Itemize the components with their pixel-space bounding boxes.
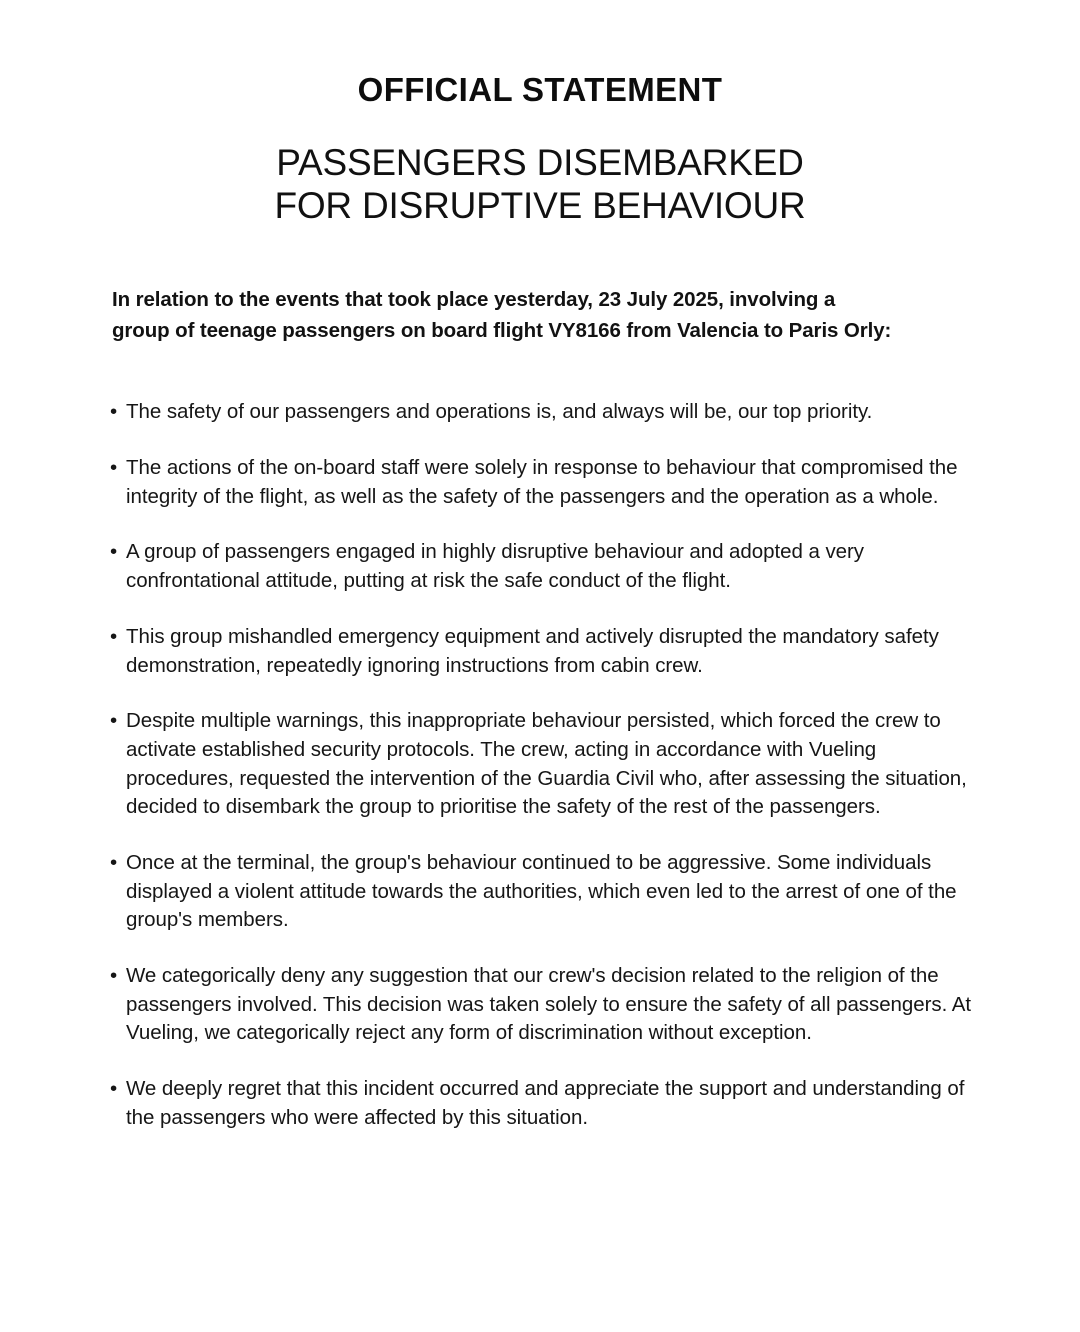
list-item-text: Once at the terminal, the group's behaviour continued to be aggressive. Some individuals displayed a violent attitude towards the authorities, which even led to the arrest of one of the group's members. [126,850,957,932]
bullet-point-icon: • [110,850,118,874]
document-subtitle [0,108,1080,228]
list-item [110,962,980,1048]
list-item [110,707,980,822]
bullet-point-icon: • [110,540,118,564]
list-item-text: A group of passengers engaged in highly disruptive behaviour and adopted a very confrontational attitude, putting at risk the safe conduct of the flight. [126,540,864,593]
intro-line-2: group of teenage passengers on board flight VY8166 from Valencia to Paris Orly: [112,319,892,343]
subtitle-line-1: PASSENGERS DISEMBARKED [276,142,804,184]
page-title: OFFICIAL STATEMENT [357,71,723,108]
list-item [110,398,980,427]
bullet-point-icon: • [110,964,118,988]
list-item [110,538,980,595]
list-item-text: We deeply regret that this incident occurred and appreciate the support and understanding of the passengers who were affected by this situation. [126,1077,965,1129]
bullet-point-icon: • [110,624,118,648]
list-item [110,849,980,935]
list-item-text: The safety of our passengers and operations is, and always will be, our top priority. [126,400,873,424]
bullet-point-icon: • [110,709,118,733]
intro-paragraph [0,228,1080,346]
list-item-text: The actions of the on-board staff were solely in response to behaviour that compromised the integrity of the flight, as well as the safety of the passengers and the operation as a whole. [126,456,958,508]
subtitle-line-2: FOR DISRUPTIVE BEHAVIOUR [274,185,806,227]
list-item [110,1075,980,1132]
list-item-text: We categorically deny any suggestion that our crew's decision related to the religion of the passengers involved. This decision was taken solely to ensure the safety of all passengers. At Vueling, we categorically reject any form of discrimination without exception. [126,964,972,1045]
bullet-point-icon: • [110,1077,118,1101]
list-item [110,454,980,511]
list-item [110,623,980,680]
list-item-text: This group mishandled emergency equipment and actively disrupted the mandatory safety demonstration, repeatedly ignoring instructions from cabin crew. [126,624,939,677]
document-header [0,0,1080,228]
statement-bullet-list [0,346,1080,1132]
bullet-point-icon: • [110,456,118,480]
bullet-point-icon: • [110,400,118,424]
list-item-text: Despite multiple warnings, this inappropriate behaviour persisted, which forced the crew to activate established security protocols. The crew, acting in accordance with Vueling procedures, requested the intervention of the Guardia Civil who, after assessing the situation, decided to disembark the group to prioritise the safety of the rest of the passengers. [126,709,967,819]
intro-line-1: In relation to the events that took place yesterday, 23 July 2025, involving a [112,288,836,312]
